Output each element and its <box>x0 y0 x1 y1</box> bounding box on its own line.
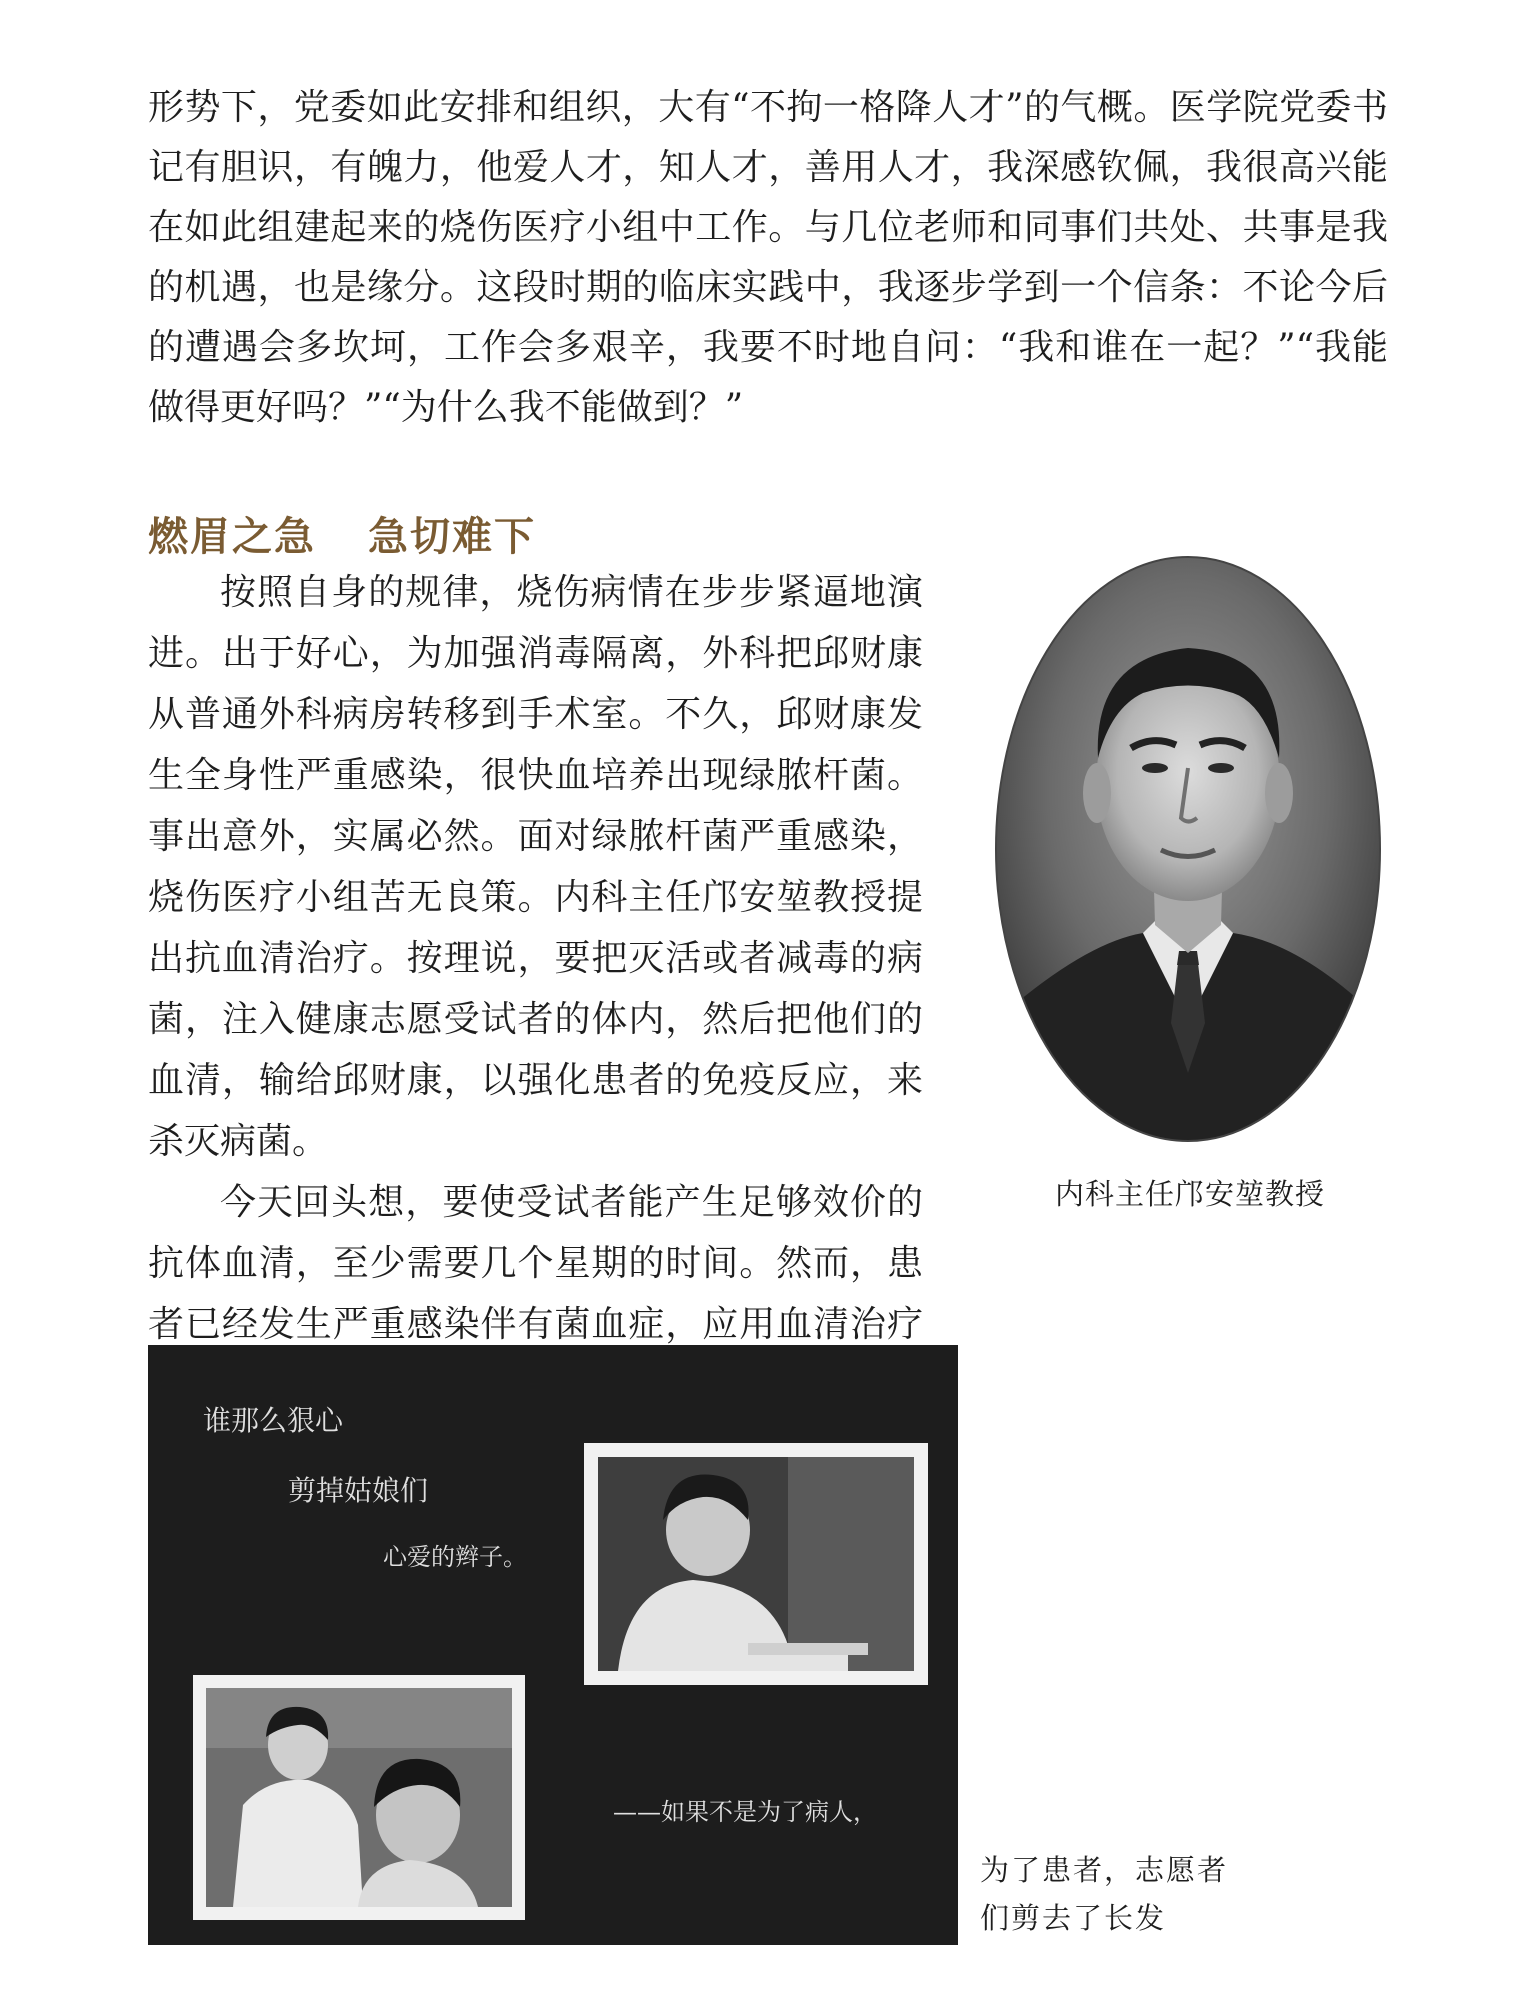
section-heading-part1: 燃眉之急 <box>148 513 316 560</box>
album-caption-line-1: 为了患者，志愿者 <box>980 1853 1229 1887</box>
album-photo-hair-cutting <box>193 1675 525 1920</box>
handwriting-line-1: 谁那么狠心 <box>203 1404 344 1437</box>
handwriting-line-3: 心爱的辫子。 <box>383 1543 527 1571</box>
intro-paragraph: 形势下，党委如此安排和组织，大有“不拘一格降人才”的气概。医学院党委书记有胆识，有魄力，他爱人才，知人才，善用人才，我深感钦佩，我很高兴能在如此组建起来的烧伤医疗小组中工作。与几位老师和同事们共处、共事是我的机遇，也是缘分。这段时期的临床实践中，我逐步学到一个信条：不论今后的遭遇会多坎坷，工作会多艰辛，我要不时地自问：“我和谁在一起？”“我能做得更好吗？”“为什么我不能做到？” <box>148 87 1388 428</box>
album-caption-line-2: 们剪去了长发 <box>980 1901 1167 1935</box>
handwriting-line-2: 剪掉姑娘们 <box>288 1474 429 1507</box>
album-photo-woman-writing <box>584 1443 928 1685</box>
album-photo <box>148 1345 958 1945</box>
section-body <box>148 562 923 1416</box>
body-paragraph-2: 今天回头想，要使受试者能产生足够效价的抗体血清，至少需要几个星期的时间。然而，患者已经发生严重感染伴有菌血症，应用血清治疗 <box>148 1182 923 1345</box>
section-heading <box>148 505 536 562</box>
album-caption <box>980 1846 1280 1942</box>
intro-text-block <box>148 78 1388 438</box>
portrait-caption: 内科主任邝安堃教授 <box>1054 1177 1325 1211</box>
section-heading-part2: 急切难下 <box>368 513 536 560</box>
portrait-photo <box>993 553 1383 1145</box>
body-paragraph-1: 按照自身的规律，烧伤病情在步步紧逼地演进。出于好心，为加强消毒隔离，外科把邱财康从普通外科病房转移到手术室。不久，邱财康发生全身性严重感染，很快血培养出现绿脓杆菌。事出意外，实属必然。面对绿脓杆菌严重感染，烧伤医疗小组苦无良策。内科主任邝安堃教授提出抗血清治疗。按理说，要把灭活或者减毒的病菌，注入健康志愿受试者的体内，然后把他们的血清，输给邱财康，以强化患者的免疫反应，来杀灭病菌。 <box>148 572 923 1162</box>
handwriting-line-4: ——如果不是为了病人， <box>613 1798 877 1826</box>
